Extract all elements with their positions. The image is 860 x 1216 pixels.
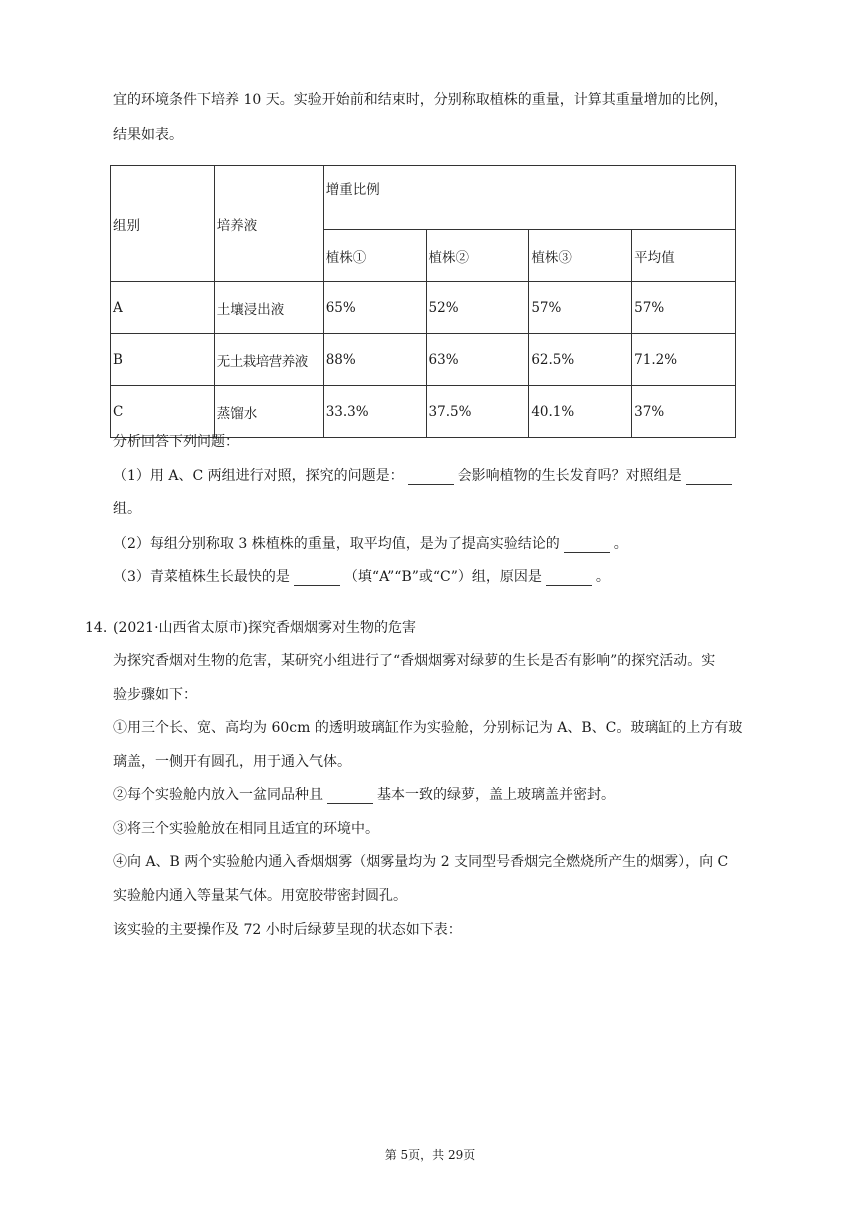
cell-medium: 土壤浸出液 bbox=[214, 282, 323, 334]
question-1 bbox=[113, 467, 736, 485]
step-2 bbox=[113, 786, 615, 804]
step-1-line-1: ①用三个长、宽、高均为 60cm 的透明玻璃缸作为实验舱，分别标记为 A、B、C。玻璃缸的上方有玻 bbox=[113, 720, 743, 736]
question-2-text-b: 。 bbox=[613, 536, 628, 552]
subheader-plant-3: 植株③ bbox=[529, 230, 632, 282]
cell-value: 88% bbox=[323, 334, 426, 386]
question-3-text-c: 。 bbox=[595, 569, 610, 585]
answer-blank[interactable] bbox=[686, 470, 732, 485]
step-4-line-1: ④向 A、B 两个实验舱内通入香烟烟雾（烟雾量均为 2 支同型号香烟完全燃烧所产生的烟雾），向 C bbox=[113, 854, 729, 870]
question-1-cont: 组。 bbox=[113, 501, 141, 517]
cell-group: A bbox=[111, 282, 215, 334]
analysis-heading: 分析回答下列问题： bbox=[113, 434, 239, 450]
answer-blank[interactable] bbox=[327, 789, 373, 804]
step-4-line-2: 实验舱内通入等量某气体。用宽胶带密封圆孔。 bbox=[113, 888, 407, 904]
cell-average: 37% bbox=[632, 386, 736, 438]
question-3-text-b: （填“A”“B”或“C”）组，原因是 bbox=[343, 569, 542, 585]
step-1-line-2: 璃盖，一侧开有圆孔，用于通入气体。 bbox=[113, 754, 351, 770]
cell-group: C bbox=[111, 386, 215, 438]
paragraph-line: 为探究香烟对生物的危害，某研究小组进行了“香烟烟雾对绿萝的生长是否有影响”的探究活动。实 bbox=[113, 653, 716, 669]
intro-line-2: 结果如表。 bbox=[113, 127, 183, 143]
question-1-text-a: （1）用 A、C 两组进行对照，探究的问题是： bbox=[113, 468, 404, 484]
answer-blank[interactable] bbox=[408, 470, 454, 485]
question-2-text-a: （2）每组分别称取 3 株植株的重量，取平均值，是为了提高实验结论的 bbox=[113, 536, 560, 552]
cell-value: 37.5% bbox=[426, 386, 529, 438]
answer-blank[interactable] bbox=[294, 571, 340, 586]
header-ratio: 增重比例 bbox=[323, 166, 735, 230]
question-3 bbox=[113, 568, 610, 586]
cell-medium: 无土栽培营养液 bbox=[214, 334, 323, 386]
subheader-plant-2: 植株② bbox=[426, 230, 529, 282]
answer-blank[interactable] bbox=[546, 571, 592, 586]
cell-value: 33.3% bbox=[323, 386, 426, 438]
question-title: (2021·山西省太原市)探究香烟烟雾对生物的危害 bbox=[113, 620, 417, 636]
page-footer: 第 5页，共 29页 bbox=[384, 1148, 476, 1162]
subheader-plant-1: 植株① bbox=[323, 230, 426, 282]
step-2-text-b: 基本一致的绿萝，盖上玻璃盖并密封。 bbox=[377, 787, 615, 803]
cell-value: 63% bbox=[426, 334, 529, 386]
cell-value: 40.1% bbox=[529, 386, 632, 438]
cell-value: 65% bbox=[323, 282, 426, 334]
cell-average: 57% bbox=[632, 282, 736, 334]
step-2-text-a: ②每个实验舱内放入一盆同品种且 bbox=[113, 787, 323, 803]
cell-medium: 蒸馏水 bbox=[214, 386, 323, 438]
question-number: 14. bbox=[85, 620, 108, 636]
paragraph-line: 该实验的主要操作及 72 小时后绿萝呈现的状态如下表： bbox=[113, 922, 462, 938]
header-group: 组别 bbox=[111, 166, 215, 282]
paragraph-line: 验步骤如下： bbox=[113, 687, 197, 703]
cell-value: 57% bbox=[529, 282, 632, 334]
table-row bbox=[111, 386, 736, 438]
step-3: ③将三个实验舱放在相同且适宜的环境中。 bbox=[113, 821, 379, 837]
question-1-text-b: 会影响植物的生长发育吗？对照组是 bbox=[457, 468, 682, 484]
question-2 bbox=[113, 535, 628, 553]
results-table bbox=[110, 165, 736, 438]
answer-blank[interactable] bbox=[564, 538, 610, 553]
cell-value: 62.5% bbox=[529, 334, 632, 386]
table-row bbox=[111, 282, 736, 334]
header-medium: 培养液 bbox=[214, 166, 323, 282]
cell-value: 52% bbox=[426, 282, 529, 334]
cell-group: B bbox=[111, 334, 215, 386]
question-3-text-a: （3）青菜植株生长最快的是 bbox=[113, 569, 290, 585]
table-row bbox=[111, 334, 736, 386]
subheader-average: 平均值 bbox=[632, 230, 736, 282]
cell-average: 71.2% bbox=[632, 334, 736, 386]
intro-line-1: 宜的环境条件下培养 10 天。实验开始前和结束时，分别称取植株的重量，计算其重量增加的比例， bbox=[113, 92, 728, 108]
